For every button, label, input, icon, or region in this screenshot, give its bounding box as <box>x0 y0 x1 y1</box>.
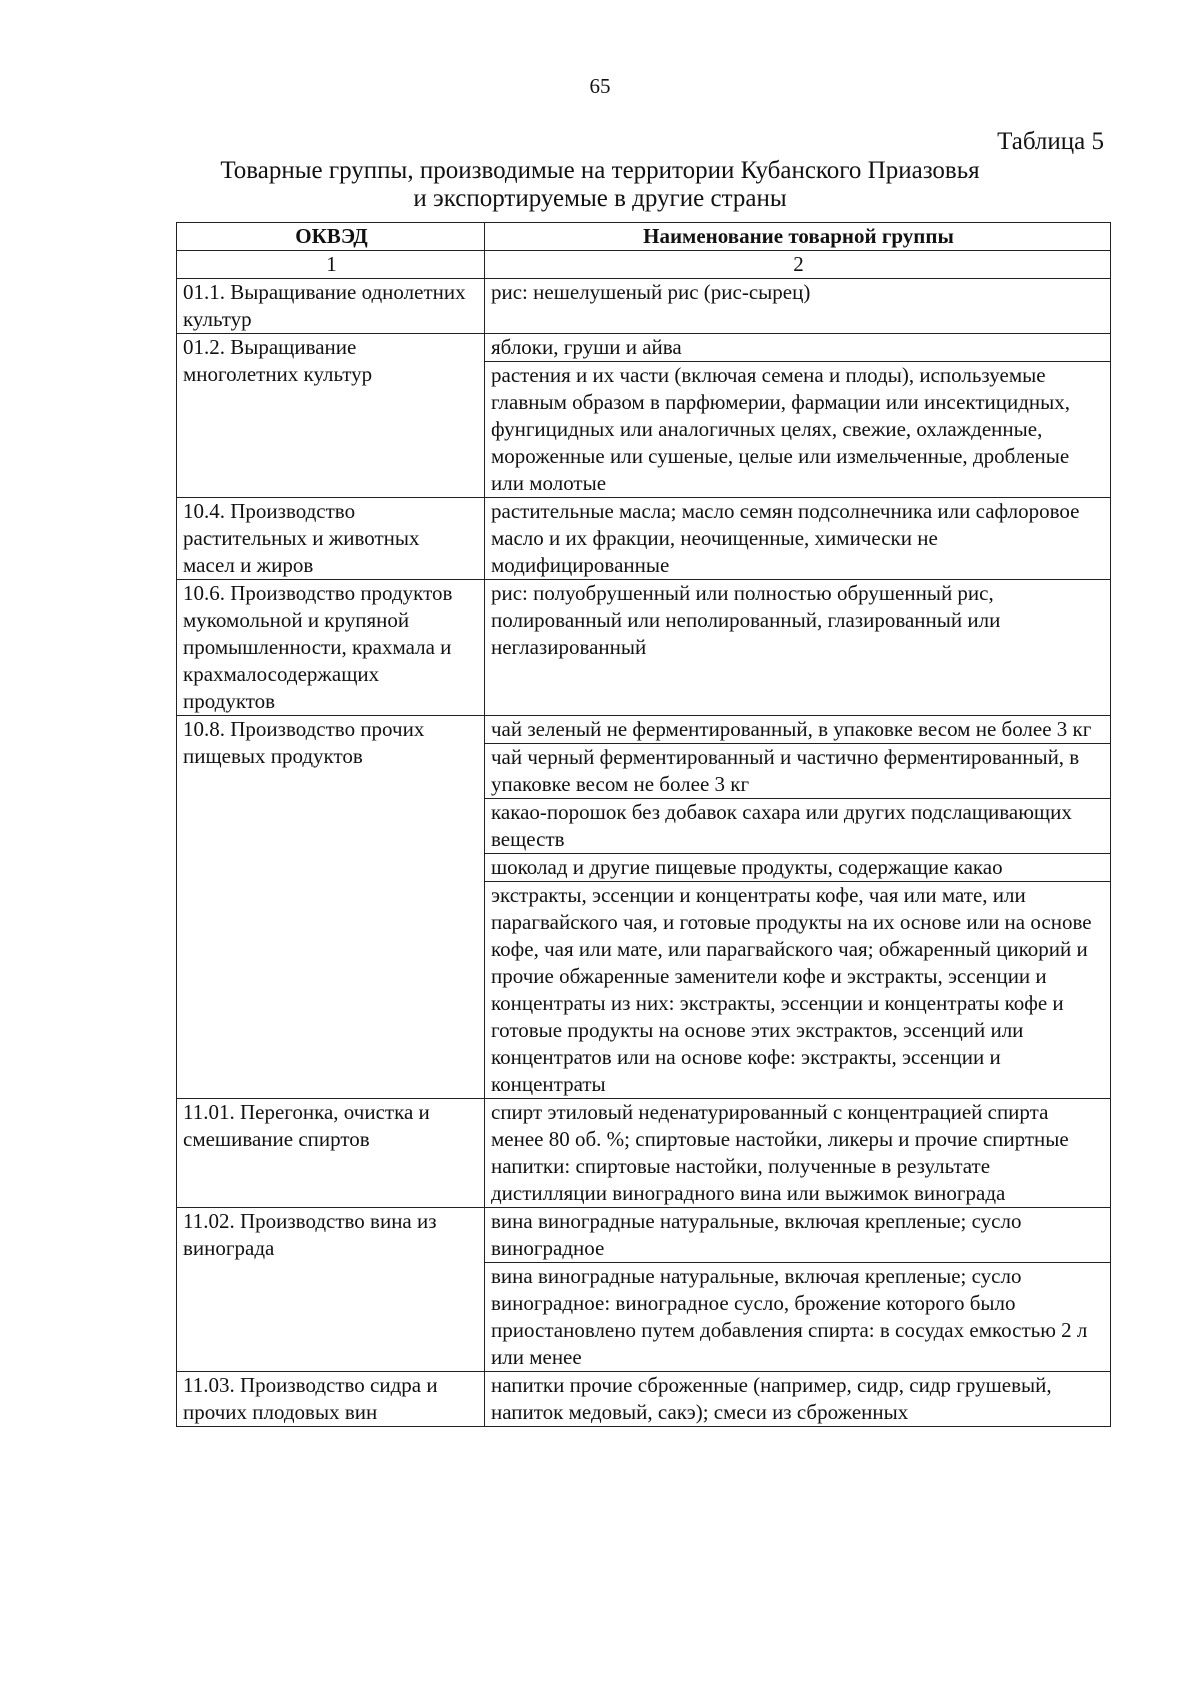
title-line-2: и экспортируемые в другие страны <box>413 185 787 212</box>
commodity-cell: рис: нешелушеный рис (рис-сырец) <box>485 279 1111 334</box>
commodity-cell: рис: полуобрушенный или полностью обрушенный рис, полированный или неполированный, глазированный или неглазированный <box>485 580 1111 716</box>
table-row <box>177 1099 1111 1208</box>
okved-cell: 10.6. Производство продуктов мукомольной и крупяной промышленности, крахмала и крахмалосодержащих продуктов <box>177 580 485 716</box>
commodity-cell: чай зеленый не ферментированный, в упаковке весом не более 3 кг <box>485 716 1111 744</box>
okved-cell: 11.01. Перегонка, очистка и смешивание спиртов <box>177 1099 485 1208</box>
commodity-cell: вина виноградные натуральные, включая крепленые; сусло виноградное: виноградное сусло, брожение которого было приостановлено путем добавления спирта: в сосудах емкостью 2 л или менее <box>485 1263 1111 1372</box>
commodity-cell: спирт этиловый неденатурированный с концентрацией спирта менее 80 об. %; спиртовые настойки, ликеры и прочие спиртные напитки: спиртовые настойки, полученные в результате дистилляции виноградного вина или выжимок винограда <box>485 1099 1111 1208</box>
commodity-cell: растения и их части (включая семена и плоды), используемые главным образом в парфюмерии, фармации или инсектицидных, фунгицидных или аналогичных целях, свежие, охлажденные, мороженные или сушеные, целые или измельченные, дробленые или молотые <box>485 362 1111 498</box>
commodity-cell: растительные масла; масло семян подсолнечника или сафлоровое масло и их фракции, неочищенные, химически не модифицированные <box>485 498 1111 580</box>
document-title <box>0 157 1200 213</box>
column-number: 1 <box>177 251 485 279</box>
table-row <box>177 580 1111 716</box>
commodity-cell: яблоки, груши и айва <box>485 334 1111 362</box>
okved-cell: 01.1. Выращивание однолетних культур <box>177 279 485 334</box>
header-okved: ОКВЭД <box>177 223 485 251</box>
okved-cell: 10.4. Производство растительных и животных масел и жиров <box>177 498 485 580</box>
commodity-cell: экстракты, эссенции и концентраты кофе, чая или мате, или парагвайского чая, и готовые продукты на их основе или на основе кофе, чая или мате, или парагвайского чая; обжаренный цикорий и прочие обжаренные заменители кофе и экстракты, эссенции и концентраты из них: экстракты, эссенции и концентраты кофе и готовые продукты на основе этих экстрактов, эссенций или концентратов или на основе кофе: экстракты, эссенции и концентраты <box>485 882 1111 1099</box>
table-row <box>177 334 1111 362</box>
header-row <box>177 223 1111 251</box>
commodity-cell: какао-порошок без добавок сахара или других подслащивающих веществ <box>485 799 1111 854</box>
okved-cell: 10.8. Производство прочих пищевых продуктов <box>177 716 485 1099</box>
table-row <box>177 1372 1111 1427</box>
commodity-cell: вина виноградные натуральные, включая крепленые; сусло виноградное <box>485 1208 1111 1263</box>
table-caption: Таблица 5 <box>997 128 1104 155</box>
page-number: 65 <box>589 74 611 98</box>
okved-cell: 01.2. Выращивание многолетних культур <box>177 334 485 498</box>
column-number-row <box>177 251 1111 279</box>
okved-cell: 11.02. Производство вина из винограда <box>177 1208 485 1372</box>
table-row <box>177 279 1111 334</box>
commodity-cell: шоколад и другие пищевые продукты, содержащие какао <box>485 854 1111 882</box>
commodity-groups-table <box>176 222 1111 1427</box>
table-row <box>177 498 1111 580</box>
header-commodity-group: Наименование товарной группы <box>485 223 1111 251</box>
commodity-cell: чай черный ферментированный и частично ферментированный, в упаковке весом не более 3 кг <box>485 744 1111 799</box>
title-line-1: Товарные группы, производимые на территории Кубанского Приазовья <box>220 157 980 184</box>
table-row <box>177 716 1111 744</box>
commodity-cell: напитки прочие сброженные (например, сидр, сидр грушевый, напиток медовый, сакэ); смеси из сброженных <box>485 1372 1111 1427</box>
column-number: 2 <box>485 251 1111 279</box>
okved-cell: 11.03. Производство сидра и прочих плодовых вин <box>177 1372 485 1427</box>
table-row <box>177 1208 1111 1263</box>
